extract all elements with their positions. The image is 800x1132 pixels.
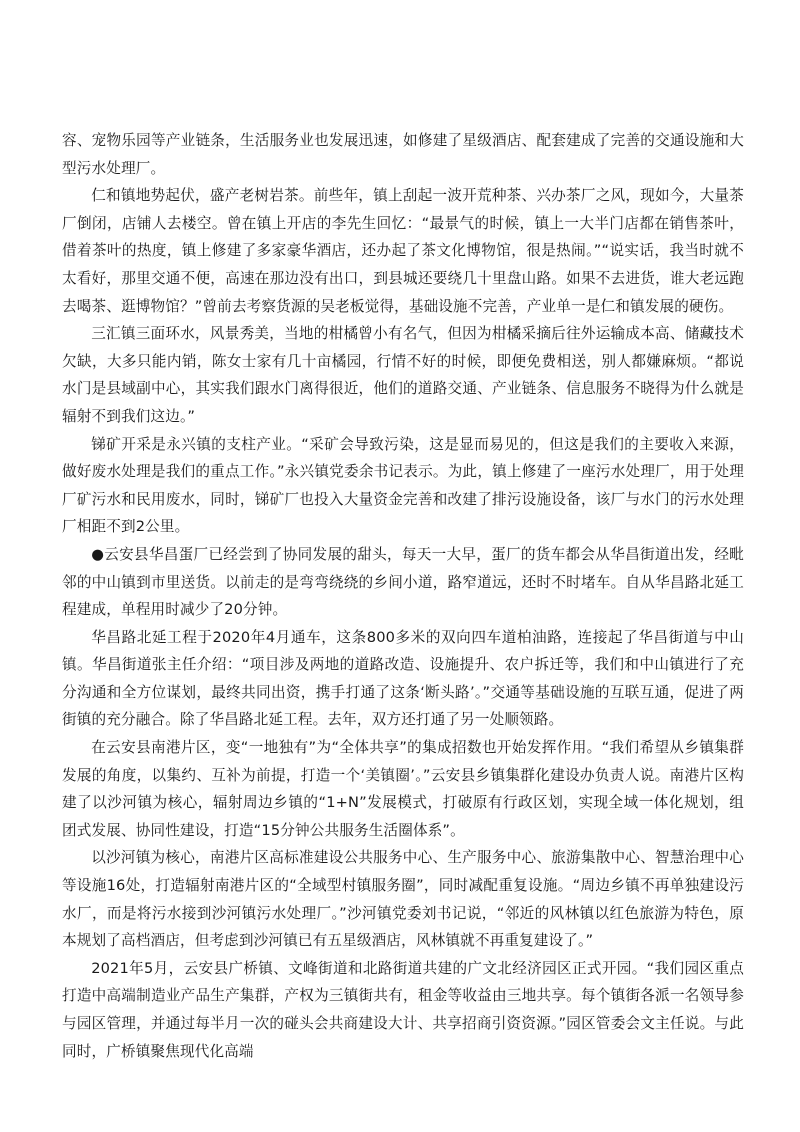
article-body xyxy=(62,127,744,1065)
paragraph-guangwen-park: 2021年5月，云安县广桥镇、文峰街道和北路街道共建的广文北经济园区正式开园。“我们园区重点打造中高端制造业产品生产集群，产权为三镇街共有，租金等收益由三地共享。每个镇街各派一名领导参与园区管理，并通过每半月一次的碰头会共商建设大计、共享招商引资资源。”园区管委会文主任说。与此同时，广桥镇聚焦现代化高端 xyxy=(62,959,744,1060)
paragraph-renhe-town: 仁和镇地势起伏，盛产老树岩茶。前些年，镇上刮起一波开荒种茶、兴办茶厂之风，现如今，大量茶厂倒闭，店铺人去楼空。曾在镇上开店的李先生回忆：“最景气的时候，镇上一大半门店都在销售茶叶，借着茶叶的热度，镇上修建了多家豪华酒店，还办起了茶文化博物馆，很是热闹。”“说实话，我当时就不太看好，那里交通不便，高速在那边没有出口，到县城还要绕几十里盘山路。如果不去进货，谁大老远跑去喝茶、逛博物馆？”曾前去考察货源的吴老板觉得，基础设施不完善，产业单一是仁和镇发展的硬伤。 xyxy=(62,187,744,315)
paragraph-sanhui-town: 三汇镇三面环水，风景秀美，当地的柑橘曾小有名气，但因为柑橘采摘后往外运输成本高、储藏技术欠缺，大多只能内销，陈女士家有几十亩橘园，行情不好的时候，即便免费相送，别人都嫌麻烦。“都说水门是县域副中心，其实我们跟水门离得很近，他们的道路交通、产业链条、信息服务不晓得为什么就是辐射不到我们这边。” xyxy=(62,325,744,425)
paragraph-antimony-mining: 锑矿开采是永兴镇的支柱产业。“采矿会导致污染，这是显而易见的，但这是我们的主要收入来源，做好废水处理是我们的重点工作。”永兴镇党委余书记表示。为此，镇上修建了一座污水处理厂，用于处理厂矿污水和民用废水，同时，锑矿厂也投入大量资金完善和改建了排污设施设备，该厂与水门的污水处理厂相距不到2公里。 xyxy=(62,435,744,536)
paragraph-shahe-town: 以沙河镇为核心，南港片区高标准建设公共服务中心、生产服务中心、旅游集散中心、智慧治理中心等设施16处，打造辐射南港片区的“全域型村镇服务圈”，同时减配重复设施。“周边乡镇不再单独建设污水厂，而是将污水接到沙河镇污水处理厂。”沙河镇党委刘书记说，“邻近的风林镇以红色旅游为特色，原本规划了高档酒店，但考虑到沙河镇已有五星级酒店，风林镇就不再重复建设了。” xyxy=(62,849,744,950)
paragraph-huachang-egg-factory: ●云安县华昌蛋厂已经尝到了协同发展的甜头，每天一大早，蛋厂的货车都会从华昌街道出发，经毗邻的中山镇到市里送货。以前走的是弯弯绕绕的乡间小道，路窄道远，还时不时堵车。自从华昌路北延工程建成，单程用时减少了20分钟。 xyxy=(62,545,744,619)
paragraph-huachang-road: 华昌路北延工程于2020年4月通车，这条800多米的双向四车道柏油路，连接起了华昌街道与中山镇。华昌街道张主任介绍：“项目涉及两地的道路改造、设施提升、农户拆迁等，我们和中山镇进行了充分沟通和全方位谋划，最终共同出资，携手打通了这条‘断头路’。”交通等基础设施的互联互通，促进了两街镇的充分融合。除了华昌路北延工程。去年，双方还打通了另一处顺领路。 xyxy=(62,628,744,729)
paragraph-continuation: 容、宠物乐园等产业链条，生活服务业也发展迅速，如修建了星级酒店、配套建成了完善的交通设施和大型污水处理厂。 xyxy=(62,132,744,177)
paragraph-nangang-area: 在云安县南港片区，变“一地独有”为“全体共享”的集成招数也开始发挥作用。“我们希望从乡镇集群发展的角度，以集约、互补为前提，打造一个‘美镇圈’。”云安县乡镇集群化建设办负责人说。南港片区构建了以沙河镇为核心，辐射周边乡镇的“1+N”发展模式，打破原有行政区划，实现全域一体化规划，组团式发展、协同性建设，打造“15分钟公共服务生活圈体系”。 xyxy=(62,739,744,839)
